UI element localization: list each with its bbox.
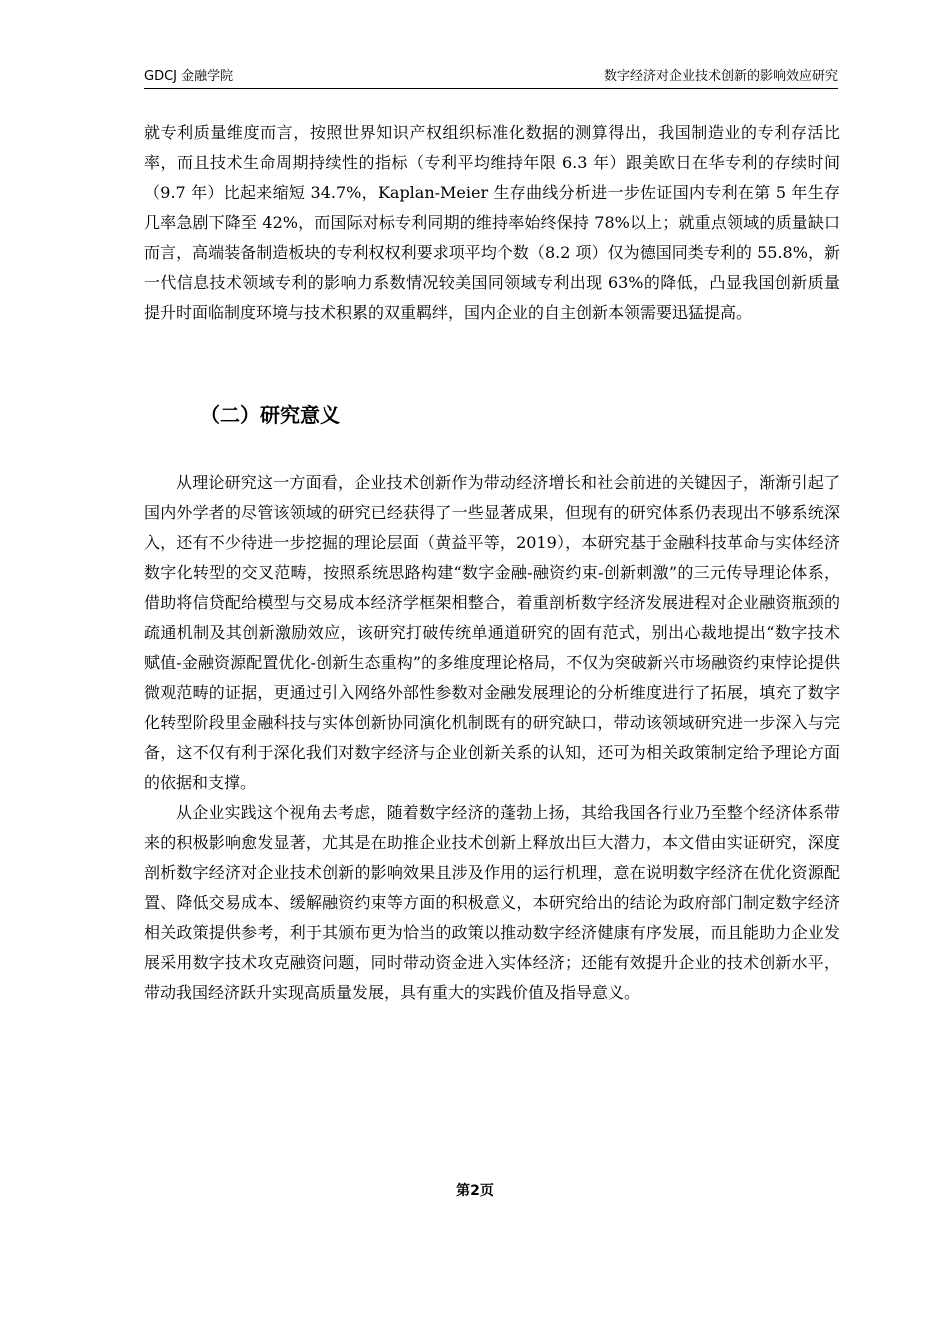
paragraph-patent-quality: 就专利质量维度而言，按照世界知识产权组织标准化数据的测算得出，我国制造业的专利存活比率，而且技术生命周期持续性的指标（专利平均维持年限 6.3 年）跟美欧日在华专利的存续时间（9.7 年）比起来缩短 34.7%，Kaplan-Meier 生存曲线分析进一步佐证国内专利在第 5 年生存几率急剧下降至 42%，而国际对标专利同期的维持率始终保持 78%以上；就重点领域的质量缺口而言，高端装备制造板块的专利权权利要求项平均个数（8.2 项）仅为德国同类专利的 55.8%，新一代信息技术领域专利的影响力系数情况较美国同领域专利出现 63%的降低，凸显我国创新质量提升时面临制度环境与技术积累的双重羁绊，国内企业的自主创新本领需要迅猛提高。 — [144, 123, 840, 322]
body-text-top — [144, 118, 840, 328]
section-heading: （二）研究意义 — [200, 403, 340, 427]
page-header — [144, 66, 838, 89]
header-institution: GDCJ 金融学院 — [144, 69, 234, 84]
header-paper-title: 数字经济对企业技术创新的影响效应研究 — [603, 69, 838, 84]
paragraph-practical-significance: 从企业实践这个视角去考虑，随着数字经济的蓬勃上扬，其给我国各行业乃至整个经济体系带来的积极影响愈发显著，尤其是在助推企业技术创新上释放出巨大潜力，本文借由实证研究，深度剖析数字经济对企业技术创新的影响效果且涉及作用的运行机理，意在说明数字经济在优化资源配置、降低交易成本、缓解融资约束等方面的积极意义，本研究给出的结论为政府部门制定数字经济相关政策提供参考，利于其颁布更为恰当的政策以推动数字经济健康有序发展，而且能助力企业发展采用数字技术攻克融资问题，同时带动资金进入实体经济；还能有效提升企业的技术创新水平，带动我国经济跃升实现高质量发展，具有重大的实践价值及指导意义。 — [144, 803, 840, 1002]
page-number: 第2页 — [456, 1183, 494, 1199]
body-text-bottom — [144, 468, 840, 1008]
paragraph-theoretical-significance: 从理论研究这一方面看，企业技术创新作为带动经济增长和社会前进的关键因子，渐渐引起了国内外学者的尽管该领域的研究已经获得了一些显著成果，但现有的研究体系仍表现出不够系统深入，还有不少待进一步挖掘的理论层面（黄益平等，2019），本研究基于金融科技革命与实体经济数字化转型的交叉范畴，按照系统思路构建“数字金融-融资约束-创新刺激”的三元传导理论体系，借助将信贷配给模型与交易成本经济学框架相整合，着重剖析数字经济发展进程对企业融资瓶颈的疏通机制及其创新激励效应，该研究打破传统单通道研究的固有范式，别出心裁地提出“数字技术赋值-金融资源配置优化-创新生态重构”的多维度理论格局，不仅为突破新兴市场融资约束悖论提供微观范畴的证据，更通过引入网络外部性参数对金融发展理论的分析维度进行了拓展，填充了数字化转型阶段里金融科技与实体创新协同演化机制既有的研究缺口，带动该领域研究进一步深入与完备，这不仅有利于深化我们对数字经济与企业创新关系的认知，还可为相关政策制定给予理论方面的依据和支撑。 — [144, 473, 840, 792]
